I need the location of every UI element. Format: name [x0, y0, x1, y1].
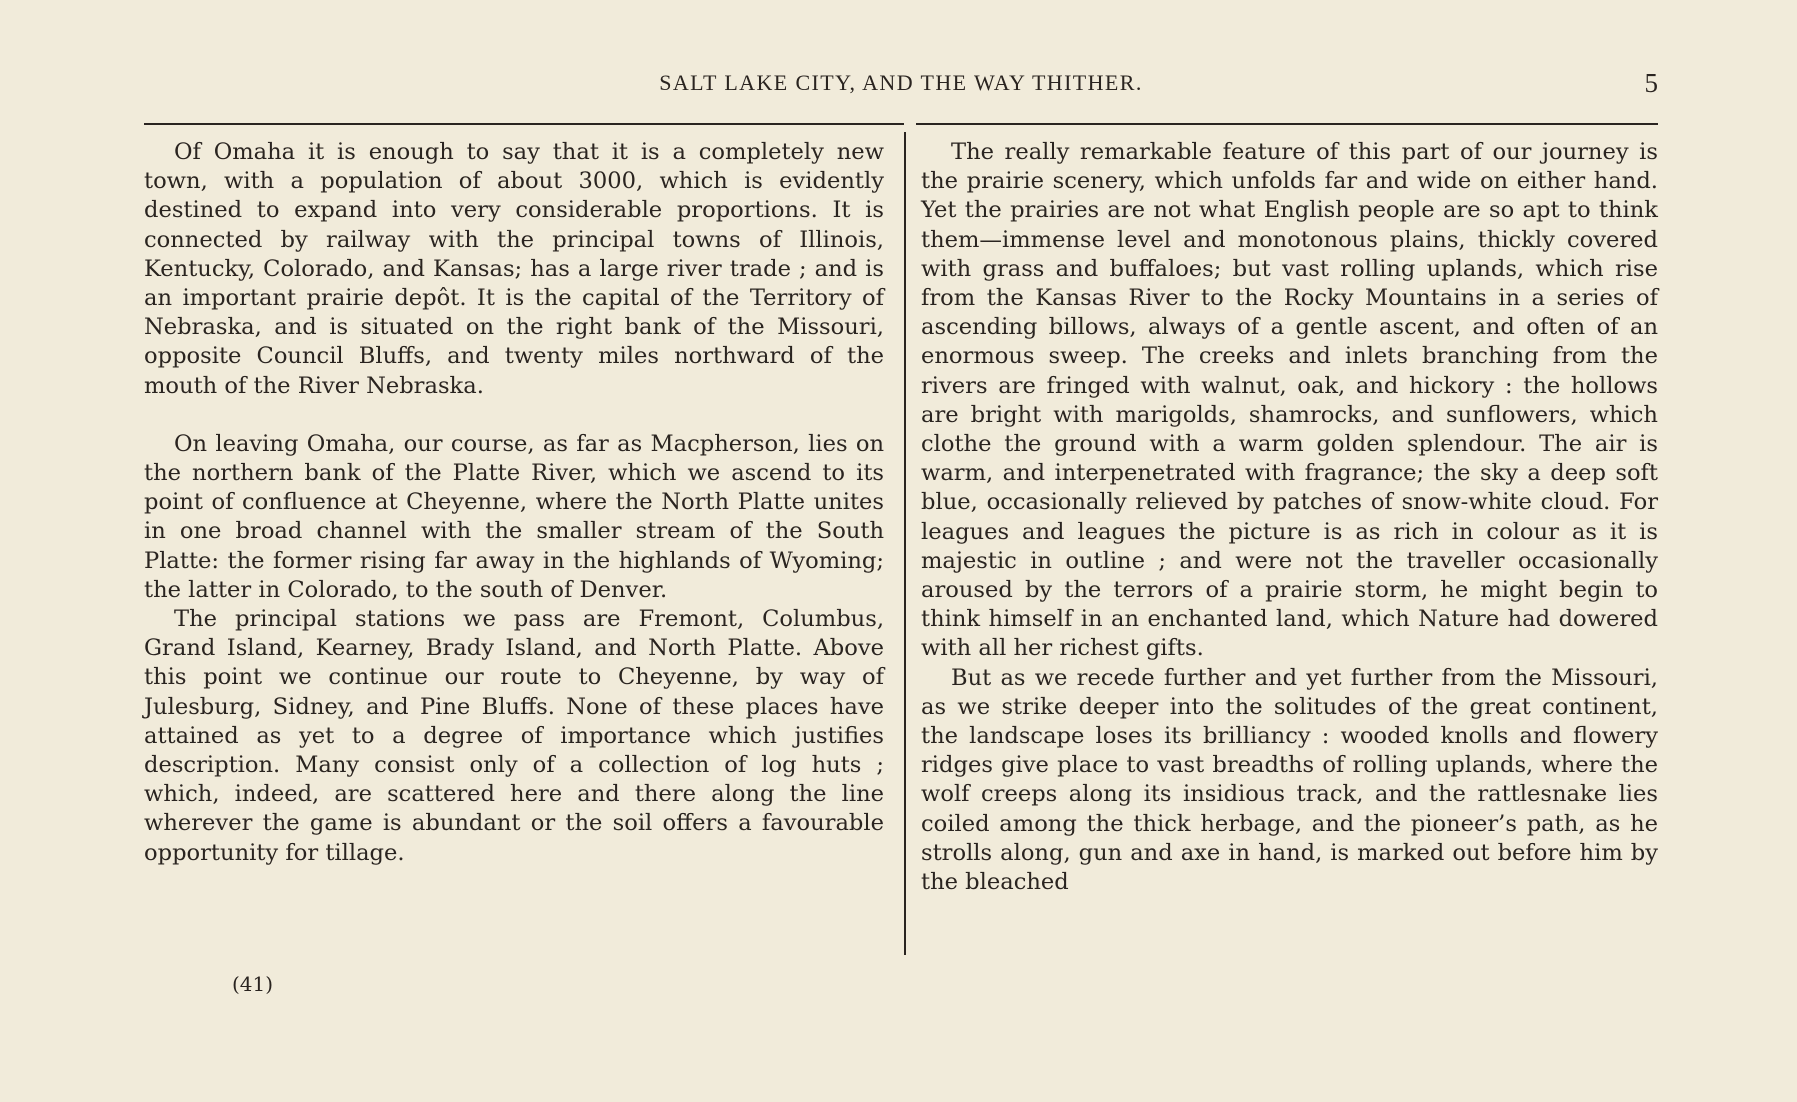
- header-rule-left: [144, 123, 904, 125]
- right-paragraph-prairie-scenery: The really remarkable feature of this part of our journey is the prairie scenery, which unfolds far and wide on either hand. Yet the prairies are not what English people are so apt to think them—immense level and monotonous plains, thickly covered with grass and buffaloes; but vast rolling uplands, which rise from the Kansas River to the Rocky Mountains in a series of ascending billows, always of a gentle ascent, and often of an enormous sweep. The creeks and inlets branching from the rivers are fringed with walnut, oak, and hickory : the hollows are bright with marigolds, shamrocks, and sunflowers, which clothe the ground with a warm golden splendour. The air is warm, and interpenetrated with fragrance; the sky a deep soft blue, occasionally relieved by patches of snow-white cloud. For leagues and leagues the picture is as rich in colour as it is majestic in outline ; and were not the traveller occasionally aroused by the terrors of a prairie storm, he might begin to think himself in an enchanted land, which Nature had dowered with all her richest gifts.: [921, 139, 1658, 662]
- left-paragraph-stations: The principal stations we pass are Fremont, Columbus, Grand Island, Kearney, Brady Island, and North Platte. Above this point we continue our route to Cheyenne, by way of Julesburg, Sidney, and Pine Bluffs. None of these places have attained as yet to a degree of importance which justifies description. Many consist only of a collection of log huts ; which, indeed, are scattered here and there along the line wherever the game is abundant or the soil offers a favourable opportunity for tillage.: [144, 606, 884, 866]
- header-rule-right: [916, 123, 1658, 125]
- left-column: [144, 138, 884, 868]
- folio: (41): [232, 972, 274, 996]
- left-paragraph-omaha: Of Omaha it is enough to say that it is a completely new town, with a population of about 3000, which is evidently destined to expand into very considerable proportions. It is connected by railway with the principal towns of Illinois, Kentucky, Colorado, and Kansas; has a large river trade ; and is an important prairie depôt. It is the capital of the Territory of Nebraska, and is situated on the right bank of the Missouri, opposite Council Bluffs, and twenty miles northward of the mouth of the River Nebraska.: [144, 139, 884, 399]
- running-title: SALT LAKE CITY, AND THE WAY THITHER.: [659, 70, 1143, 95]
- column-divider: [904, 132, 906, 955]
- running-head: [144, 70, 1658, 100]
- left-paragraph-leaving-omaha: On leaving Omaha, our course, as far as Macpherson, lies on the northern bank of the Platte River, which we ascend to its point of confluence at Cheyenne, where the North Platte unites in one broad channel with the smaller stream of the South Platte: the former rising far away in the highlands of Wyoming; the latter in Colorado, to the south of Denver.: [144, 430, 884, 603]
- right-paragraph-recede: But as we recede further and yet further from the Missouri, as we strike deeper into the solitudes of the great continent, the landscape loses its brilliancy : wooded knolls and flowery ridges give place to vast breadths of rolling uplands, where the wolf creeps along its insidious track, and the rattlesnake lies coiled among the thick herbage, and the pioneer’s path, as he strolls along, gun and axe in hand, is marked out before him by the bleached: [921, 664, 1658, 896]
- right-column: [921, 138, 1658, 897]
- page-number: 5: [1644, 68, 1658, 98]
